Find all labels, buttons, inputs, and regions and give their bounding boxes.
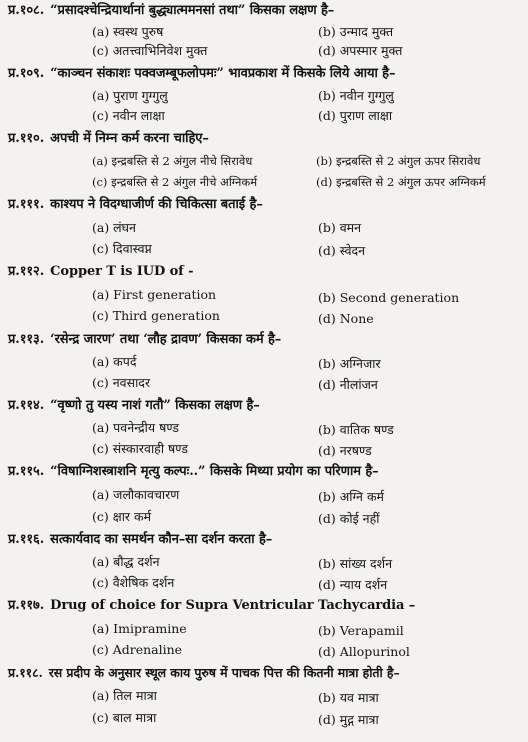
question-text: काश्यप ने विदग्धाजीर्ण की चिकित्सा बताई है– bbox=[50, 197, 263, 212]
option-a: (a) First generation bbox=[92, 287, 217, 302]
question-number: प्र.११५. bbox=[8, 464, 45, 479]
option-a: (a) लंघन bbox=[92, 220, 136, 235]
question-text: “काञ्चन संकाशः पक्वजम्बूफलोपमः” भावप्रकाश में किसके लिये आया है– bbox=[50, 66, 396, 81]
option-d: (d) None bbox=[318, 311, 374, 326]
option-c: (c) बाल मात्रा bbox=[92, 710, 157, 725]
question-113 bbox=[8, 331, 522, 348]
option-b: (b) यव मात्रा bbox=[318, 690, 379, 705]
option-c: (c) Adrenaline bbox=[92, 642, 183, 657]
option-a: (a) जलौकावचारण bbox=[92, 487, 180, 502]
option-d: (d) कोई नहीं bbox=[318, 511, 380, 526]
option-b: (b) सांख्य दर्शन bbox=[318, 556, 393, 571]
option-c: (c) इन्द्रबस्ति से 2 अंगुल नीचे अग्निकर्म bbox=[92, 175, 258, 189]
question-text: “वृष्णो तु यस्य नाशं गतौ” किसका लक्षण है– bbox=[50, 398, 260, 413]
option-a: (a) पुराण गुग्गुलु bbox=[92, 88, 168, 103]
option-a: (a) पवनेन्द्रीय षण्ड bbox=[92, 420, 179, 435]
question-text: सत्कार्यवाद का समर्थन कौन–सा दर्शन करता है– bbox=[50, 532, 273, 547]
option-b: (b) अग्नि कर्म bbox=[318, 489, 385, 504]
question-text: ‘रसेन्द्र जारण’ तथा ‘लौह द्रावण’ किसका कर्म है– bbox=[50, 332, 282, 347]
question-text: अपची में निम्न कर्म करना चाहिए– bbox=[50, 131, 209, 146]
option-d: (d) स्वेदन bbox=[318, 243, 366, 258]
option-d: (d) इन्द्रबस्ति से 2 अंगुल ऊपर अग्निकर्म bbox=[316, 175, 486, 189]
option-b: (b) नवीन गुग्गुलु bbox=[318, 88, 394, 103]
question-text: “प्रसादश्चेन्द्रियार्थानां बुद्ध्यात्ममनसां तथा” किसका लक्षण है– bbox=[50, 3, 335, 18]
question-text: रस प्रदीप के अनुसार स्थूल काय पुरुष में पाचक पित्त की कितनी मात्रा होती है– bbox=[48, 665, 400, 680]
option-b: (b) वातिक षण्ड bbox=[318, 422, 394, 437]
option-c: (c) संस्कारवाही षण्ड bbox=[92, 441, 188, 456]
option-c: (c) दिवास्वप्न bbox=[92, 241, 152, 256]
question-text: “विषाग्निशस्त्राशनि मृत्यु कल्पः..” किसके मिथ्या प्रयोग का परिणाम है– bbox=[50, 464, 379, 479]
option-b: (b) इन्द्रबस्ति से 2 अंगुल ऊपर सिरावेध bbox=[316, 154, 481, 168]
option-a: (a) इन्द्रबस्ति से 2 अंगुल नीचे सिरावेध bbox=[92, 154, 253, 168]
option-c: (c) नवीन लाक्षा bbox=[92, 108, 165, 123]
option-c: (c) वैशेषिक दर्शन bbox=[92, 575, 175, 590]
option-a: (a) तिल मात्रा bbox=[92, 688, 157, 703]
option-c: (c) क्षार कर्म bbox=[92, 509, 152, 524]
question-108 bbox=[8, 2, 522, 19]
option-d: (d) Allopurinol bbox=[318, 644, 410, 659]
question-number: प्र.११३. bbox=[8, 332, 45, 347]
option-d: (d) मुद्ग मात्रा bbox=[318, 712, 379, 727]
question-number: प्र.१०८. bbox=[8, 3, 45, 18]
option-b: (b) वमन bbox=[318, 220, 362, 235]
option-a: (a) स्वस्थ पुरुष bbox=[92, 24, 164, 39]
option-b: (b) उन्माद मुक्त bbox=[318, 24, 394, 39]
option-b: (b) अग्निजार bbox=[318, 356, 381, 371]
question-116 bbox=[8, 531, 522, 548]
option-d: (d) अपस्मार मुक्त bbox=[318, 43, 403, 58]
option-b: (b) Verapamil bbox=[318, 623, 404, 638]
question-number: प्र.११७. bbox=[8, 598, 45, 613]
question-text: Drug of choice for Supra Ventricular Tachycardia – bbox=[50, 598, 416, 613]
question-118 bbox=[8, 664, 522, 681]
question-number: प्र.१०९. bbox=[8, 66, 45, 81]
question-112 bbox=[8, 263, 522, 280]
option-d: (d) नरषण्ड bbox=[318, 443, 372, 458]
question-110 bbox=[8, 130, 522, 147]
question-109 bbox=[8, 65, 522, 82]
question-117 bbox=[8, 597, 522, 614]
option-a: (a) कपर्द bbox=[92, 354, 137, 369]
question-number: प्र.११४. bbox=[8, 398, 45, 413]
option-c: (c) Third generation bbox=[92, 308, 220, 323]
option-d: (d) नीलांजन bbox=[318, 377, 378, 392]
question-111 bbox=[8, 196, 522, 213]
question-114 bbox=[8, 397, 522, 414]
question-number: प्र.११६. bbox=[8, 532, 45, 547]
question-number: प्र.१११. bbox=[8, 197, 45, 212]
option-a: (a) बौद्ध दर्शन bbox=[92, 554, 160, 569]
question-number: प्र.११२. bbox=[8, 264, 45, 279]
question-number: प्र.११८. bbox=[8, 665, 43, 680]
question-115 bbox=[8, 463, 522, 480]
question-number: प्र.११०. bbox=[8, 131, 45, 146]
option-b: (b) Second generation bbox=[318, 290, 460, 305]
option-c: (c) अतत्त्वाभिनिवेश मुक्त bbox=[92, 43, 208, 58]
option-d: (d) न्याय दर्शन bbox=[318, 577, 388, 592]
option-c: (c) नवसादर bbox=[92, 375, 151, 390]
option-d: (d) पुराण लाक्षा bbox=[318, 108, 393, 123]
question-text: Copper T is IUD of - bbox=[50, 264, 194, 279]
option-a: (a) Imipramine bbox=[92, 621, 187, 636]
